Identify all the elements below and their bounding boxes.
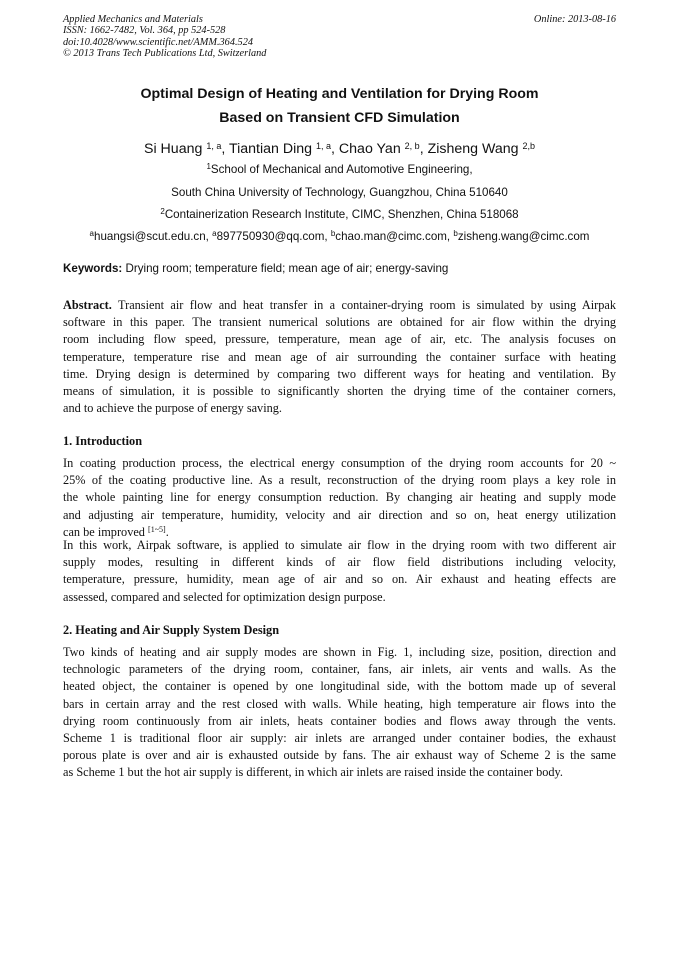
text-line: drying room continuously from air inlets, heats container bodies and flows away through the vents. (63, 713, 616, 728)
text-line: Scheme 1 is traditional floor air supply: air inlets are arranged under container bodies, the exhaust (63, 731, 616, 746)
doi-line[interactable]: doi:10.4028/www.scientific.net/AMM.364.524 (63, 36, 253, 48)
author-list (63, 140, 616, 158)
affiliation-2: $^2$Containerization Research Institute, CIMC, Shenzhen, China 518068 (160, 207, 519, 221)
email-link[interactable]: $^b$chao.man@cimc.com, (330, 229, 454, 243)
issn-line: ISSN: 1662-7482, Vol. 364, pp 524-528 (63, 25, 226, 37)
online-date: Online: 2013-08-16 (533, 14, 616, 25)
keywords-text: Drying room; temperature field; mean age of air; energy-saving (122, 262, 449, 275)
paper-title (63, 82, 616, 130)
affiliation-1: $^1$School of Mechanical and Automotive Engineering, (206, 162, 473, 176)
abstract-label: Abstract. (63, 298, 112, 312)
copyright-line: © 2013 Trans Tech Publications Ltd, Switzerland (63, 47, 267, 59)
text-line: temperature, pressure, humidity, mean age of air and so on. Air exhaust and heating effects are (63, 572, 616, 587)
text-line: assessed, compared and selected for optimization design purpose. (63, 589, 386, 604)
author-emails (63, 230, 616, 244)
email-link[interactable]: $^a$huangsi@scut.edu.cn, (89, 229, 213, 243)
text-line: software in this paper. The transient numerical solutions are obtained for air flow within the drying (63, 315, 616, 330)
introduction-paragraph-2 (63, 537, 616, 606)
affiliation-1-line-2: South China University of Technology, Guangzhou, China 510640 (171, 186, 508, 199)
text-line: Two kinds of heating and air supply modes are shown in Fig. 1, including size, position, direction and (63, 645, 616, 659)
author: Si Huang $^{1, a}$, (144, 141, 229, 157)
email-link[interactable]: $^b$zisheng.wang@cimc.com (453, 229, 590, 243)
text-line: In this work, Airpak software, is applied to simulate air flow in the drying room with two different air (63, 538, 616, 552)
text-line: Abstract. Transient air flow and heat transfer in a container-drying room is simulated by using Airpak (63, 298, 616, 312)
text-line: and to achieve the purpose of energy saving. (63, 401, 282, 416)
keywords (63, 262, 616, 276)
text-line: time. Drying design is determined by comparing two different ways for heating and ventilation. By (63, 366, 616, 381)
keywords-label: Keywords: (63, 262, 123, 275)
journal-name: Applied Mechanics and Materials (63, 14, 203, 25)
text-line: technologic parameters of the drying room, container, fans, air inlets, air vents and walls. As the (63, 662, 616, 677)
section-heading-system-design: 2. Heating and Air Supply System Design (63, 623, 280, 637)
email-link[interactable]: $^a$897750930@qq.com, (212, 229, 331, 243)
system-design-paragraph (63, 644, 616, 782)
text-line: can be improved [1~5]. (63, 524, 169, 539)
author: Chao Yan $^{2, b}$, (338, 141, 428, 157)
journal-header (63, 14, 616, 59)
author: Tiantian Ding $^{1, a}$, (228, 141, 339, 157)
text-line: In coating production process, the electrical energy consumption of the drying room accounts for 20 ~ (63, 456, 616, 470)
text-line: bars in certain array and the rest closed with walls. While heating, high temperature air flows into the (63, 696, 616, 711)
text-line: means of simulation, it is possible to significantly shorten the drying time of the container corners, (63, 384, 616, 399)
text-line: heated object, the container is opened by one longitudinal side, with the bottom made up of several (63, 679, 616, 694)
author: Zisheng Wang $^{2,b}$ (427, 141, 535, 157)
text-line: temperature, temperature rise and mean age of air surrounding the container surface with heating (63, 349, 616, 364)
text-line: 25% of the coating productive line. As a result, reconstruction of the drying room plays a key role in (63, 473, 616, 488)
text-line: the whole painting line for energy consumption reduction. By changing air heating and supply mode (63, 490, 616, 505)
text-line: as Scheme 1 but the hot air supply is different, in which air inlets are raised inside the container body. (63, 765, 563, 780)
title-line-1: Optimal Design of Heating and Ventilation for Drying Room (140, 86, 539, 102)
citation[interactable]: [1~5] (148, 524, 166, 534)
title-line-2: Based on Transient CFD Simulation (219, 110, 460, 126)
section-heading-introduction: 1. Introduction (63, 434, 143, 448)
text-line: porous plate is over and air is exhausted outside by fans. The air exhaust way of Scheme 2 is the same (63, 748, 616, 763)
abstract-paragraph (63, 297, 616, 417)
text-line: and adjusting air temperature, humidity, velocity and air direction and so on, heat energy utilization (63, 507, 616, 522)
text-line: room including flow speed, pressure, temperature, mean age of air, etc. The analysis focuses on (63, 332, 616, 347)
text-line: supply modes, resulting in different kinds of air flow field distributions including velocity, (63, 555, 616, 570)
introduction-paragraph-1 (63, 455, 616, 541)
